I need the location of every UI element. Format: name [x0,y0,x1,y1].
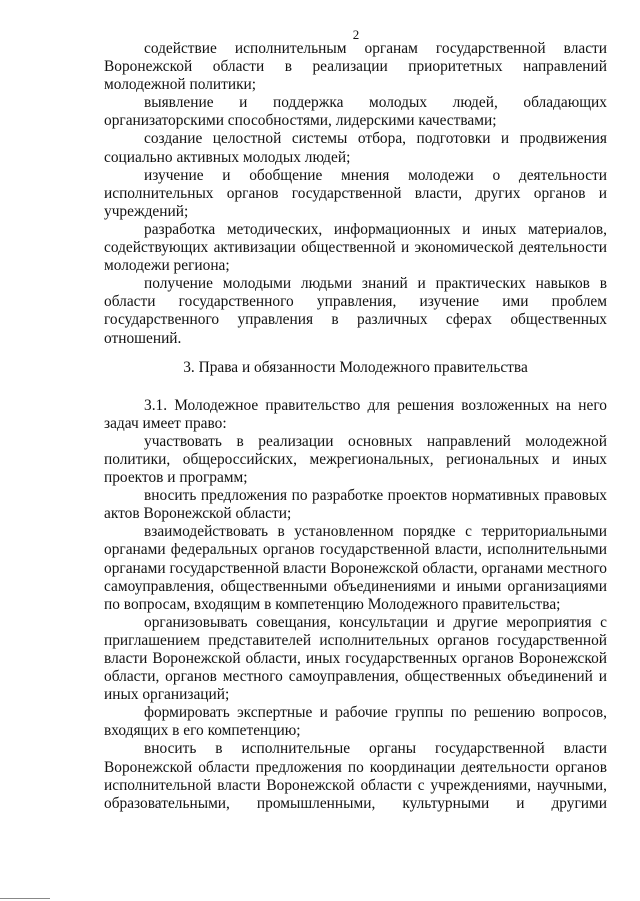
paragraph: вносить в исполнительные органы государственной власти Воронежской области предложения по координации деятельности органов исполнительной власти Воронежской области с учреждениями, научными, образовательными, промышленными, культурными и другими [104,740,607,812]
paragraph: разработка методических, информационных и иных материалов, содействующих активизации общественной и экономической деятельности молодежи региона; [104,220,607,275]
paragraph: формировать экспертные и рабочие группы по решению вопросов, входящих в его компетенцию; [104,704,607,740]
paragraph: выявление и поддержка молодых людей, обладающих организаторскими способностями, лидерскими качествами; [104,94,607,130]
paragraph: получение молодыми людьми знаний и практических навыков в области государственного управления, изучение ими проблем государственного управления в различных сферах общественных отношений. [104,275,607,347]
paragraph: содействие исполнительным органам государственной власти Воронежской области в реализации приоритетных направлений молодежной политики; [104,40,607,94]
scan-edge-mark [0,898,50,899]
paragraph: участвовать в реализации основных направлений молодежной политики, общероссийских, межрегиональных, региональных и иных проектов и программ; [104,432,607,487]
paragraph: организовывать совещания, консультации и другие мероприятия с приглашением представителей исполнительных органов государственной власти Воронежской области, иных государственных органов Воронежской области, органов местного самоуправления, общественных объединений и иных организаций; [104,613,607,704]
paragraph: создание целостной системы отбора, подготовки и продвижения социально активных молодых людей; [104,130,607,166]
paragraph: взаимодействовать в установленном порядке с территориальными органами федеральных органов государственной власти, исполнительными органами государственной власти Воронежской области, органами местного самоуправления, общественными объединениями и иными организациями по вопросам, входящим в компетенцию Молодежного правительства; [104,523,607,613]
document-body [104,40,607,813]
section-heading: 3. Права и обязанности Молодежного правительства [183,358,528,376]
paragraph: 3.1. Молодежное правительство для решения возложенных на него задач имеет право: [104,396,607,432]
page-number: 2 [352,27,360,42]
paragraph: изучение и обобщение мнения молодежи о деятельности исполнительных органов государственной власти, других органов и учреждений; [104,166,607,220]
paragraph: вносить предложения по разработке проектов нормативных правовых актов Воронежской области; [104,487,607,523]
